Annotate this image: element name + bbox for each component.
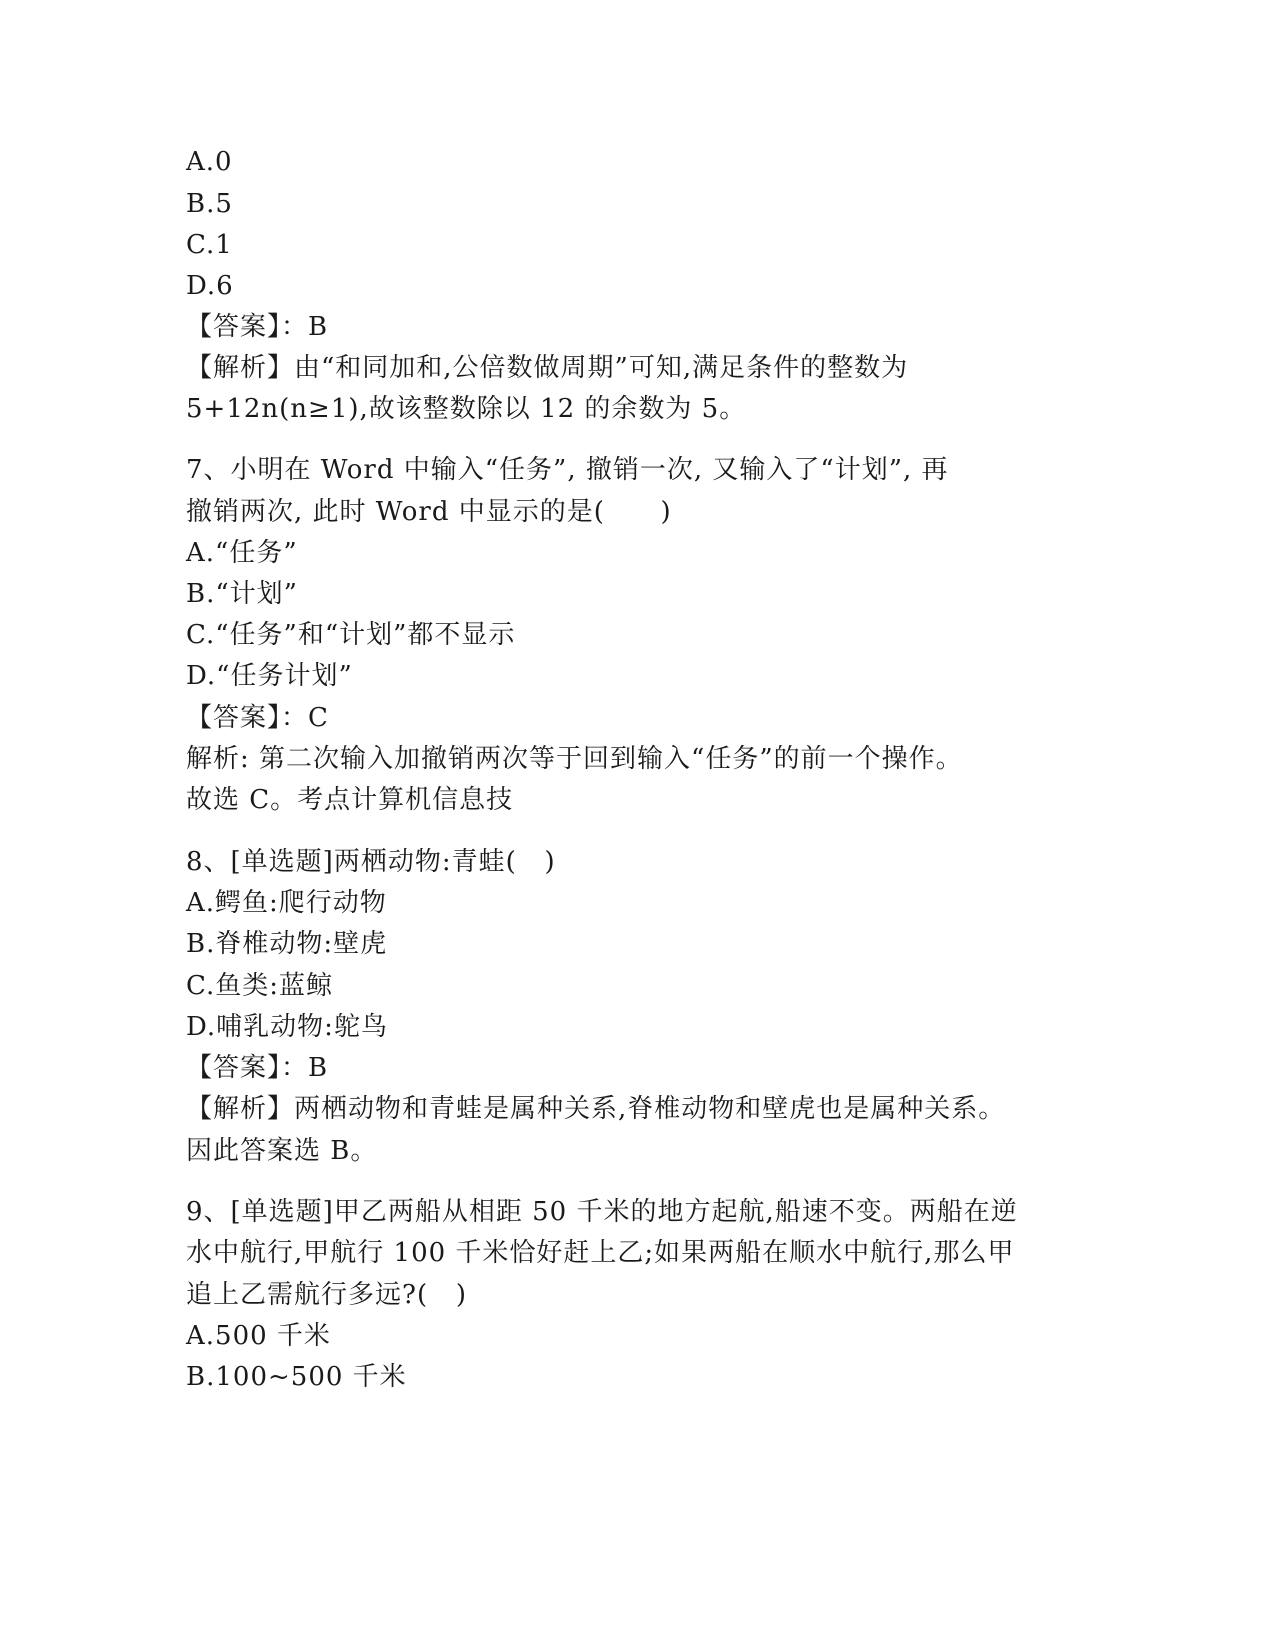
q9-question-line-1: 9、[单选题]甲乙两船从相距 50 千米的地方起航,船速不变。两船在逆	[186, 1197, 1018, 1227]
q7-explanation-line-1: 解析: 第二次输入加撤销两次等于回到输入“任务”的前一个操作。	[186, 744, 963, 774]
q6-explanation-line-1: 【解析】由“和同加和,公倍数做周期”可知,满足条件的整数为	[186, 353, 909, 383]
q9-question-line-2: 水中航行,甲航行 100 千米恰好赶上乙;如果两船在顺水中航行,那么甲	[186, 1238, 1015, 1268]
q7-option-b: B.“计划”	[186, 579, 298, 609]
q6-explanation-line-2: 5+12n(n≥1),故该整数除以 12 的余数为 5。	[186, 394, 747, 424]
q8-option-b: B.脊椎动物:壁虎	[186, 929, 388, 959]
q7-question-line-1: 7、小明在 Word 中输入“任务”, 撤销一次, 又输入了“计划”, 再	[186, 455, 949, 485]
q7-option-c: C.“任务”和“计划”都不显示	[186, 620, 516, 650]
q9-option-b: B.100~500 千米	[186, 1362, 407, 1392]
q6-option-c: C.1	[186, 230, 233, 260]
q6-answer: 【答案】：B	[186, 312, 329, 342]
q8-option-d: D.哺乳动物:鸵鸟	[186, 1012, 388, 1042]
q9-option-a: A.500 千米	[186, 1321, 331, 1351]
q6-option-a: A.0	[186, 147, 233, 177]
q8-explanation-line-2: 因此答案选 B。	[186, 1136, 378, 1166]
q8-question-line-1: 8、[单选题]两栖动物:青蛙( )	[186, 847, 556, 877]
q7-answer: 【答案】：C	[186, 703, 329, 733]
q8-answer: 【答案】：B	[186, 1053, 329, 1083]
q6-option-b: B.5	[186, 189, 233, 219]
q7-option-d: D.“任务计划”	[186, 661, 353, 691]
q8-option-c: C.鱼类:蓝鲸	[186, 971, 333, 1001]
q6-option-d: D.6	[186, 271, 234, 301]
q8-explanation-line-1: 【解析】两栖动物和青蛙是属种关系,脊椎动物和壁虎也是属种关系。	[186, 1094, 1006, 1124]
q7-explanation-line-2: 故选 C。考点计算机信息技	[186, 785, 514, 815]
q9-question-line-3: 追上乙需航行多远?( )	[186, 1280, 468, 1310]
q7-option-a: A.“任务”	[186, 538, 298, 568]
q7-question-line-2: 撤销两次, 此时 Word 中显示的是( )	[186, 497, 672, 527]
q8-option-a: A.鳄鱼:爬行动物	[186, 888, 387, 918]
